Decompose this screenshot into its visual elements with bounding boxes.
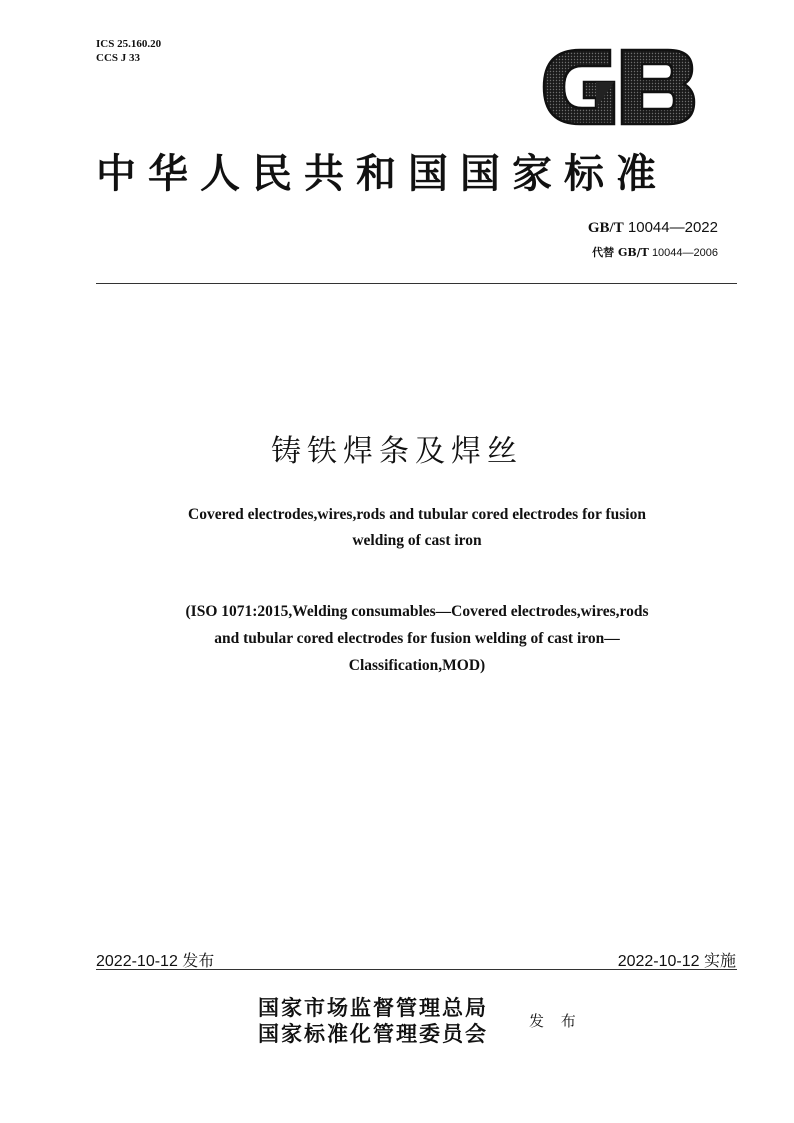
iso-reference	[110, 598, 724, 679]
standard-number-value: 10044—2022	[627, 219, 718, 236]
publish-label: 发 布	[529, 1012, 582, 1030]
chinese-title: 铸铁焊条及焊丝	[271, 434, 523, 469]
gb-logo	[540, 46, 696, 128]
ics-code: ICS 25.160.20	[96, 38, 162, 50]
replaces-number: 10044—2006	[651, 247, 718, 259]
replaces-prefix: 代替 GB/T	[592, 246, 649, 259]
issue-date: 2022-10-12 发布	[96, 953, 215, 970]
issuing-authorities	[258, 995, 488, 1047]
iso-reference-line: and tubular cored electrodes for fusion welding of cast iron—	[214, 630, 620, 647]
standard-number-prefix: GB/T	[587, 220, 624, 236]
standard-number	[588, 219, 718, 237]
implementation-date: 2022-10-12 实施	[617, 953, 736, 970]
english-title	[120, 502, 714, 554]
issuer-samr: 国家市场监督管理总局	[258, 995, 488, 1020]
header-divider	[96, 283, 737, 284]
classification-codes	[96, 37, 161, 65]
footer-divider	[96, 969, 737, 970]
iso-reference-line: Classification,MOD)	[348, 657, 486, 674]
national-standard-title: 中华人民共和国国家标准	[96, 150, 668, 197]
ccs-code: CCS J 33	[96, 52, 141, 64]
issuer-sac: 国家标准化管理委员会	[258, 1021, 488, 1046]
english-title-line: Covered electrodes,wires,rods and tubular cored electrodes for fusion	[188, 506, 646, 523]
english-title-line: welding of cast iron	[352, 532, 482, 549]
replaces-standard	[592, 244, 718, 260]
iso-reference-line: (ISO 1071:2015,Welding consumables—Covered electrodes,wires,rods	[185, 603, 649, 620]
